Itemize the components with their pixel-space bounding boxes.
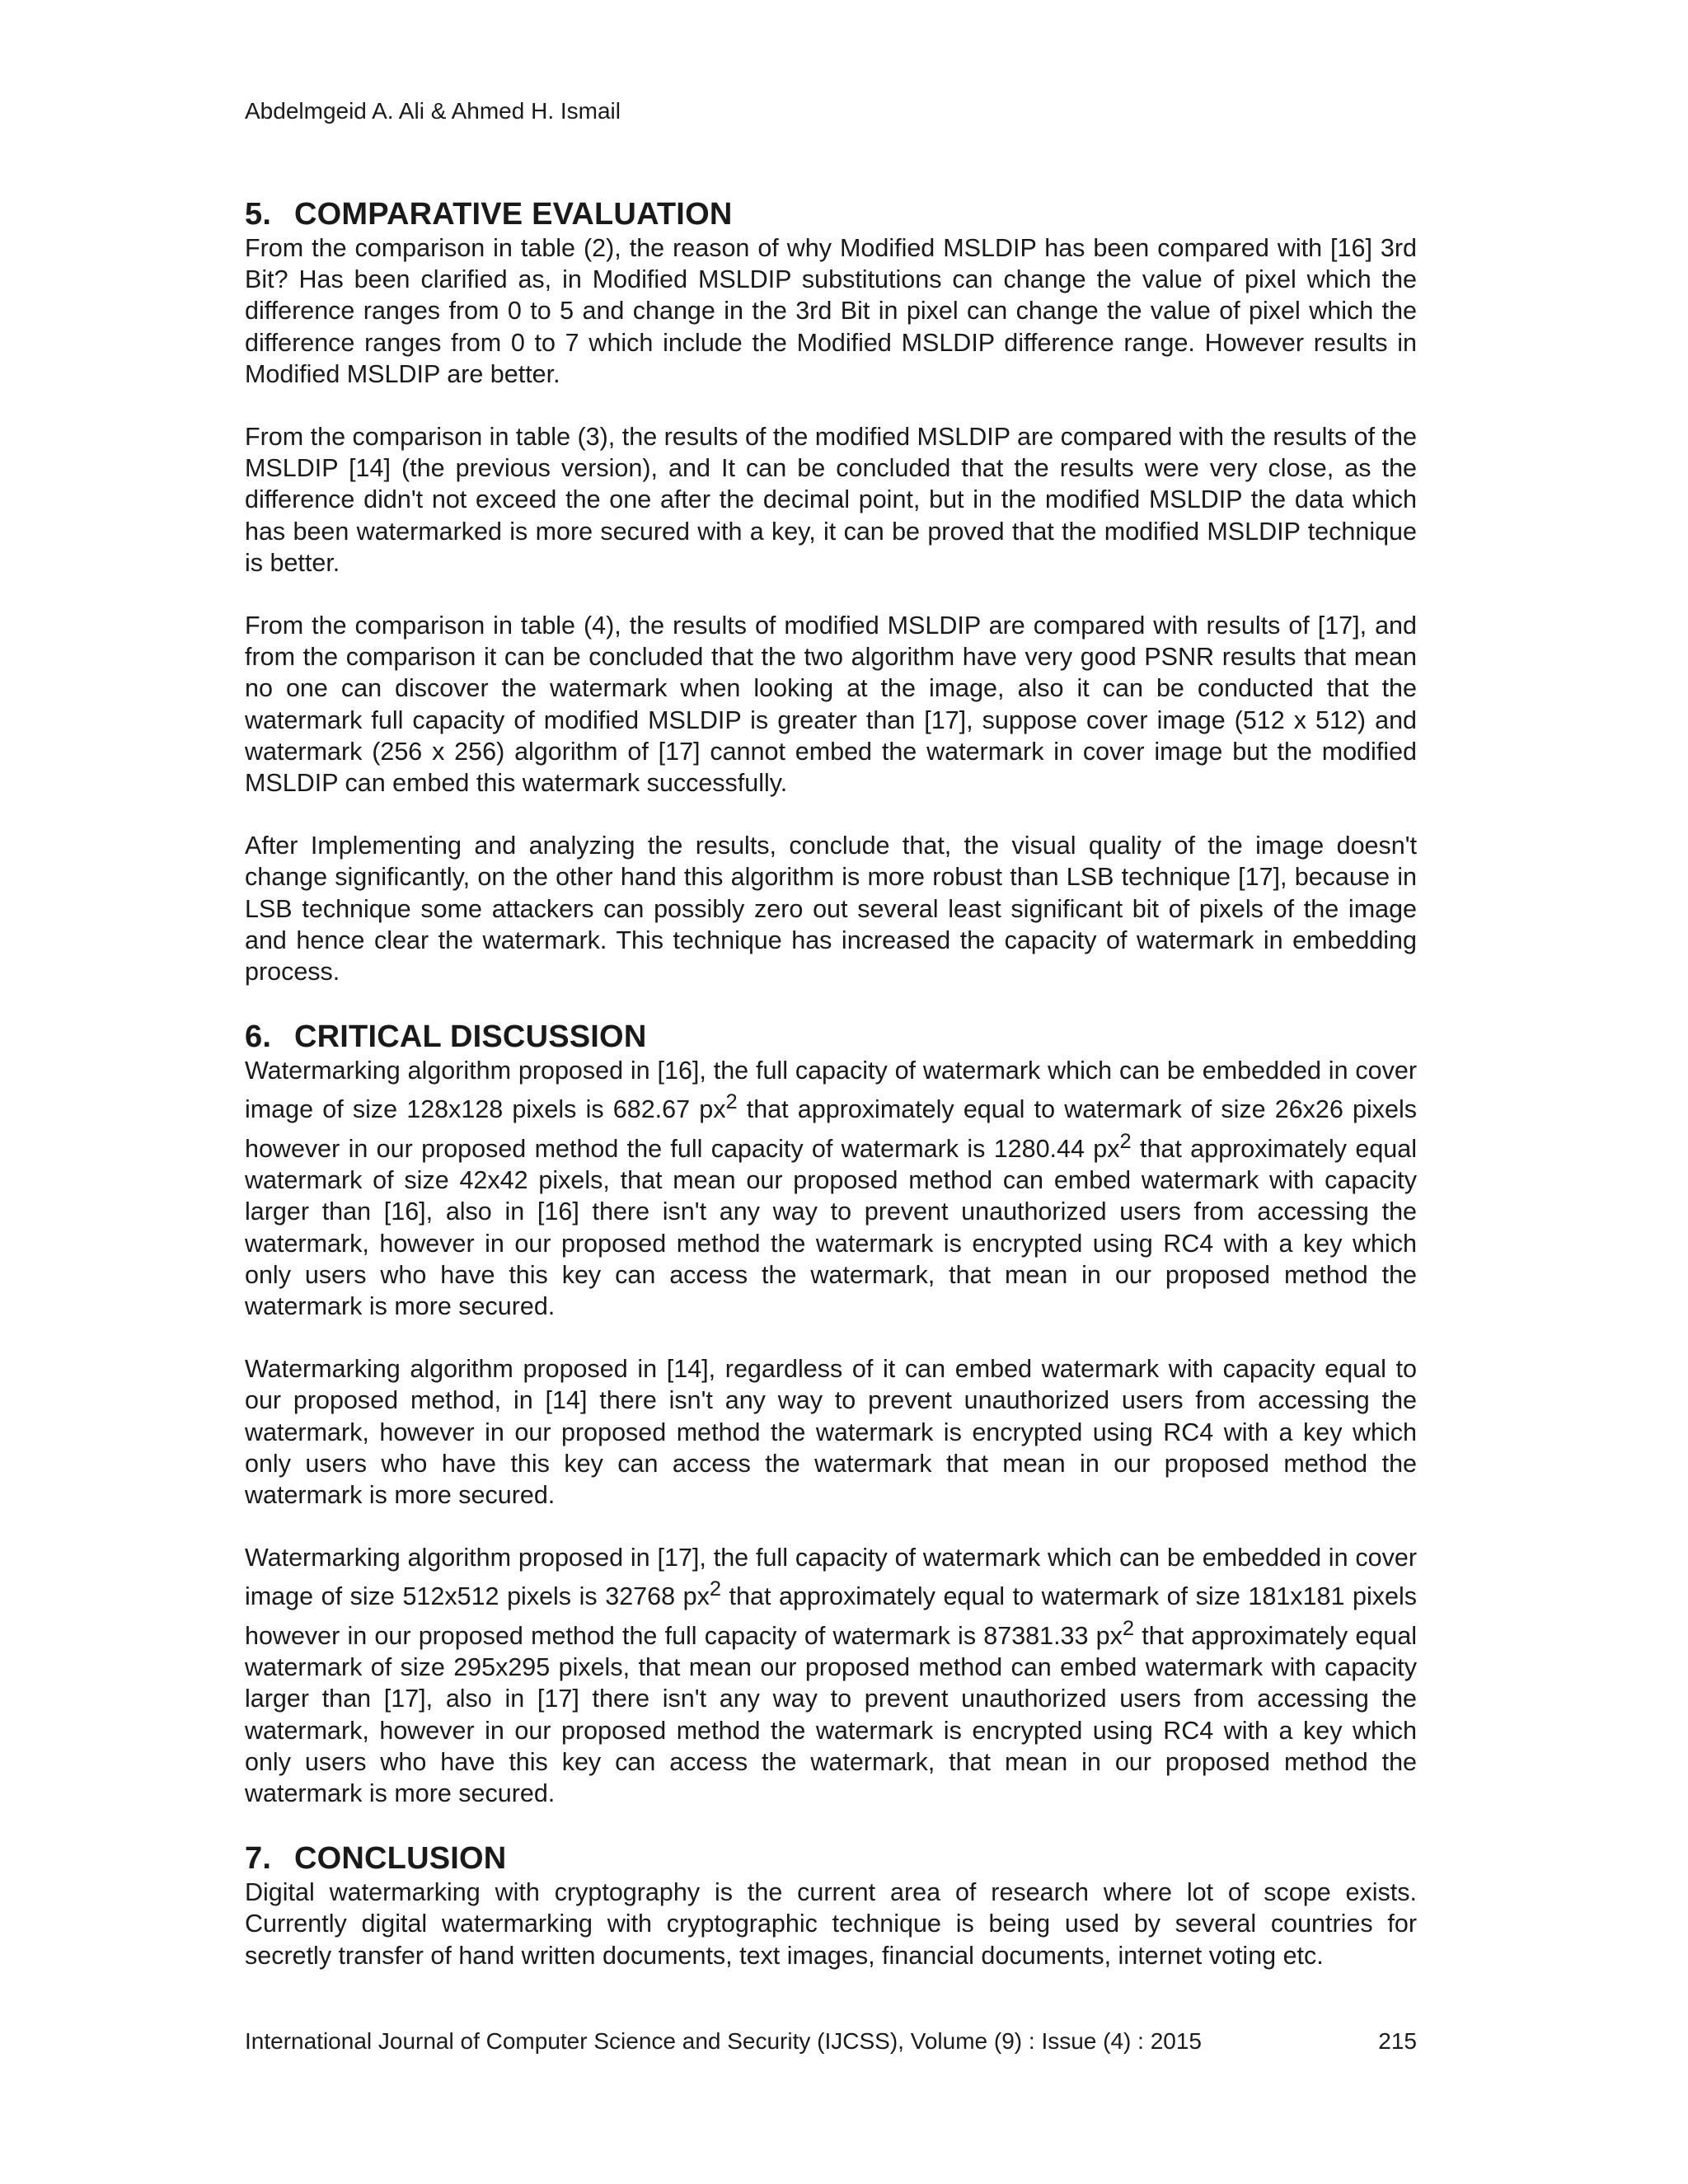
text-run: that approximately equal to watermark of size 181x181 pixels however in our proposed method the full capacity of watermark is 87381.33 px [245, 1582, 1418, 1650]
paragraph: From the comparison in table (4), the results of modified MSLDIP are compared with results of [17], and from the comparison it can be concluded that the two algorithm have very good PSNR results that mean no one can discover the watermark when looking at the image, also it can be conducted that the watermark full capacity of modified MSLDIP is greater than [17], suppose cover image (512 x 512) and watermark (256 x 256) algorithm of [17] cannot embed the watermark in cover image but the modified MSLDIP can embed this watermark successfully. [245, 612, 1417, 798]
superscript: 2 [725, 1090, 738, 1114]
running-header-authors: Abdelmgeid A. Ali & Ahmed H. Ismail [245, 98, 621, 124]
section-number: 5. [245, 197, 272, 232]
section-title: COMPARATIVE EVALUATION [294, 197, 733, 232]
section-number: 7. [245, 1841, 272, 1877]
text-run: that approximately equal watermark of size 42x42 pixels, that mean our proposed method can embed watermark with capacity larger than [16], also in [16] there isn't any way to prevent unauthorized users from accessing the watermark, however in our proposed method the watermark is encrypted using RC4 with a key which only users who have this key can access the watermark, that mean in our proposed method the watermark is more secured. [245, 1134, 1418, 1320]
section-heading [245, 1840, 1417, 1877]
section-conclusion [245, 1840, 1417, 1971]
paragraph [245, 1542, 1417, 1809]
superscript: 2 [709, 1577, 721, 1601]
footer-journal-citation: International Journal of Computer Science and Security (IJCSS), Volume (9) : Issue (4) : 2015 [245, 2028, 1203, 2054]
section-comparative-evaluation [245, 196, 1417, 987]
superscript: 2 [1122, 1616, 1135, 1640]
text-run: that approximately equal to watermark of size 26x26 pixels however in our proposed method the full capacity of watermark is 1280.44 px [245, 1095, 1418, 1163]
paragraph: From the comparison in table (3), the results of the modified MSLDIP are compared with the results of the MSLDIP [14] (the previous version), and It can be concluded that the results were very close, as the difference didn't not exceed the one after the decimal point, but in the modified MSLDIP the data which has been watermarked is more secured with a key, it can be proved that the modified MSLDIP technique is better. [245, 423, 1417, 577]
paragraph: From the comparison in table (2), the reason of why Modified MSLDIP has been compared with [16] 3rd Bit? Has been clarified as, in Modified MSLDIP substitutions can change the value of pixel which the difference ranges from 0 to 5 and change in the 3rd Bit in pixel can change the value of pixel which the difference ranges from 0 to 7 which include the Modified MSLDIP difference range. However results in Modified MSLDIP are better. [245, 234, 1417, 388]
section-title: CONCLUSION [294, 1841, 507, 1877]
text-run: that approximately equal watermark of size 295x295 pixels, that mean our proposed method can embed watermark with capacity larger than [17], also in [17] there isn't any way to prevent unauthorized users from accessing the watermark, however in our proposed method the watermark is encrypted using RC4 with a key which only users who have this key can access the watermark, that mean in our proposed method the watermark is more secured. [245, 1621, 1417, 1807]
text-run: Watermarking algorithm proposed in [16], the full capacity of watermark which can be embedded in cover image of size 128x128 pixels is 682.67 px [245, 1057, 1417, 1124]
section-number: 6. [245, 1019, 272, 1055]
paragraph: Watermarking algorithm proposed in [14], regardless of it can embed watermark with capacity equal to our proposed method, in [14] there isn't any way to prevent unauthorized users from accessing the watermark, however in our proposed method the watermark is encrypted using RC4 with a key which only users who have this key can access the watermark that mean in our proposed method the watermark is more secured. [245, 1355, 1417, 1510]
section-heading [245, 1019, 1417, 1055]
superscript: 2 [1119, 1129, 1132, 1153]
section-title: CRITICAL DISCUSSION [294, 1019, 647, 1055]
page-body [245, 196, 1417, 1971]
section-heading [245, 196, 1417, 232]
paragraph: Digital watermarking with cryptography is the current area of research where lot of scope exists. Currently digital watermarking with cryptographic technique is being used by several countries for secretly transfer of hand written documents, text images, financial documents, internet voting etc. [245, 1878, 1417, 1970]
paragraph: After Implementing and analyzing the results, conclude that, the visual quality of the image doesn't change significantly, on the other hand this algorithm is more robust than LSB technique [17], because in LSB technique some attackers can possibly zero out several least significant bit of pixels of the image and hence clear the watermark. This technique has increased the capacity of watermark in embedding process. [245, 832, 1417, 987]
paragraph [245, 1055, 1417, 1322]
text-run: Watermarking algorithm proposed in [17], the full capacity of watermark which can be embedded in cover image of size 512x512 pixels is 32768 px [245, 1544, 1417, 1611]
section-critical-discussion [245, 1019, 1417, 1809]
page-number: 215 [1378, 2028, 1417, 2054]
